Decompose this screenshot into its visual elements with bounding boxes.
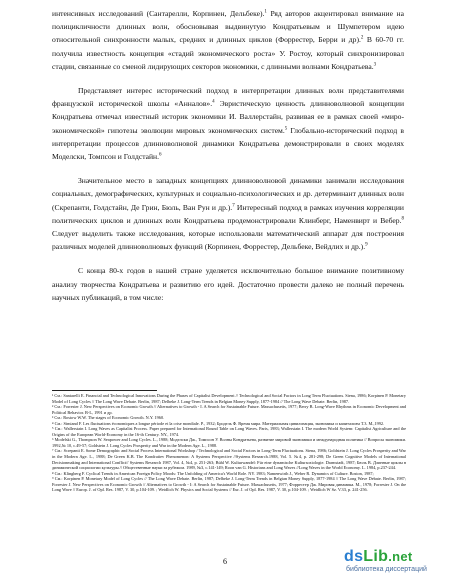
footnote-ref[interactable]: 2 — [360, 35, 364, 41]
text-run: Представляет интерес исторический подход в интерпретации длинных волн представителями французской исторической школы «Анналов». — [52, 86, 404, 109]
text-run: Интересный подход в рамках изучения корреляции политических циклов и длинных волн Кондратьева продемонстрировали Клинберг, Наменвирт и Вебер. — [52, 202, 404, 225]
text-run: С конца 80-х годов в нашей стране уделяется исключительно большое внимание позитивному анализу творчества Кондратьева и развитию его идей. Достаточно провести далеко не полный перечень научных публикаций, в том числе: — [52, 266, 404, 302]
footnote-ref[interactable]: 6 — [159, 152, 162, 158]
text-run: Эвристическую ценность длинноволновой концепции Кондратьева отмечал известный историк экономики И. Валлерстайн, развивая ее в рамках своей «миро-экономической» гипотезы эволюции мировых экономических систем. — [52, 99, 405, 135]
footnote-6: ⁶ Modelski G., Thompson W. Seapower and Long Cycles. L., 1988; Моделски Дж., Томпсон У. Волны Кондратьева, развитие мировой экономики и международная политика // Вопросы экономики. 1992,№ 10, с.49-57; Goldstein J. Long Cycles Prosperity and War in the Modern Age. L., 1988. — [52, 437, 406, 448]
footnotes — [52, 393, 406, 493]
paragraph-3 — [52, 174, 404, 253]
footnote-ref[interactable]: 9 — [365, 242, 368, 248]
watermark[interactable] — [344, 548, 444, 578]
footnote-ref[interactable]: 5 — [284, 126, 288, 132]
page-number: 6 — [223, 557, 227, 566]
text-run: Следует выделить также исследования, которые использовали математический аппарат для построения различных моделей длинноволновых функций (Корпинен, Форрестер, Дельбеке, Вейдлих и др.). — [52, 229, 404, 252]
footnote-ref[interactable]: 7 — [232, 203, 235, 209]
footnote-1: ¹ См.: Santarelli E. Financial and Technological Innovations During the Phases of Capitalist Development // Technological and Social Factors in Long Term Fluctuations. Siena, 1986; Korpinen P. Monetary Model of Long Cycles // The Long Wave Debate. Berlin, 1987; Delbeke J. Long-Term Trends in Belgian Money Supply, 1877-1984 // The Long Wave Debate. Berlin, 1987. — [52, 393, 406, 404]
footnote-ref[interactable]: 8 — [401, 216, 404, 222]
paragraph-1 — [52, 7, 404, 73]
footnote-2: ² См.: Forrester J. New Perspectives on Economic Growth // Alternatives to Growth - I. A Search for Sustainable Future. Massachusetts, 1977; Berry B. Long-Wave Rhythms in Economic Development and Political Behavior. B-L, 1991 и др. — [52, 404, 406, 415]
main-text — [52, 7, 404, 304]
footnote-8: ⁸ См.: Klingberg F. Cyclical Trends in American Foreign Policy Moods: The Unfolding of America's World Role. NY. 1983; Namenwirth J., Weber R. Dynamics of Culture. Boston, 1987; — [52, 470, 374, 476]
footnote-7: ⁷ См.: Screpanti E. Some Demographic and Social Process International Workshop / Technological and Social Factors in Long-Term Fluctuations. Siena, 1986; Goldstein J. Long Cycles Prosperity and War in the Modern Age. L., 1988; De Green K.B. The Kondratiev Phenomenon: A Systems Perspective //Systems Research.1988, Vol. 5. №4, p. 281-298; De Green Cognitive Models of International Decisionmaking and International Conflict// Systems Research 1987, Vol. 4, №4, p. 251-263; Bühl W. Kulturwandel: Für eine dynamische Kultursoziologie. Darmstadt, 1987; Бюль В. Длинные циклы в динамической социологии культуры // Общественные науки за рубежом. 1989, №3, с.141-149; Roon van G. Historians and Long Waves //Long Waves in the World Economy. L. 1984, p.237-244. — [52, 448, 406, 471]
watermark-subtitle: библиотека диссертаций — [346, 566, 427, 573]
dslib-logo — [344, 548, 413, 566]
text-run: Глобально-исторический подход в интерпретации процессов длинноволновой динамики Кондратьева демонстрировали в своих моделях Моделски, Томпсон и Голдстайн. — [52, 125, 404, 162]
footnote-ref[interactable]: 3 — [373, 62, 377, 68]
footnote-9: ⁹ См.: Korpinen P. Monetary Model of Long Cycles // The Long Wave Debate. Berlin, 1987; Delbeke J. Long-Term Trends in Belgian Money Supply, 1877-1984 // The Long Wave Debate. Berlin, 1987; Forrester J. New Perspectives on Economic Growth // Alternatives to Growth - I: A Search for Sustainable Future. Massachusetts, 1977; Форрестер Дж. Мировая динамика. М., 1978; Forrester J. On the Long Wave // Europ. J. of Opl. Res. 1987, V. 30, p.104-109. ; Weidlich W. Physics and Social Systems // Eur. J. of Opl. Res. 1987, V. 30, p.104-109. ; Weidlich W Sz. V.33, p. 241-256. — [52, 476, 406, 493]
footnote-ref[interactable]: 1 — [264, 9, 267, 15]
footnote-3: ³ См.: Rostow W.W. The stages of Economic Growth. N.Y. 1960. — [52, 415, 165, 421]
text-run: Значительное место в западных концепциях длинноволновой динамики занимали исследования социальных, демографических, культурных и социально-психологических и др. детерминант длинных волн (Скрепанти, Голдстайн, Де Грин, Бюль, Ван Рун и др.). — [52, 176, 404, 212]
footnote-ref[interactable]: 4 — [212, 99, 215, 105]
footnote-separator — [52, 390, 157, 391]
paragraph-4 — [52, 264, 404, 304]
text-run: В 60-70 гг. получила известность концепция «стадий экономического роста» У. Ростоу, который синхронизировал стадии, связанные со сменой лидирующих секторов экономики, с длинными волнами Кондратьева. — [52, 35, 404, 71]
text-run: Ряд авторов акцентировал внимание на полицикличности длинных волн, обосновывая выдвинутую Кондратьевым и Шумпетером идею относительной синхронности малых, средних и длинных циклов (Форрестер, Берри и др). — [52, 9, 404, 45]
footnote-5: ⁵ См.: Wallerstain I. Long Waves as Capitalist Process. Paper prepared for International Round Table on Long Waves. Paris, 1983; Wallerstain I. The modern World System: Capitalist Agriculture and the Origins of the European World-Economy in the 16-th Century. NY., 1974. — [52, 426, 406, 437]
logo-ds: ds — [344, 548, 364, 565]
logo-net: .net — [388, 549, 413, 564]
footnote-4: ⁴ См.: Simiand F. Les fluctuations économiques a longue période et la crise mondiale. P., 1932; Бродель Ф. Время мира. Материальная цивилизация, экономика и капитализм Т.3. М.,1992. — [52, 420, 385, 426]
logo-lib: Lib — [363, 548, 389, 565]
text-run: интенсивных исследований (Сантарелли, Корпинен, Дельбеке). — [52, 9, 265, 18]
paragraph-2 — [52, 84, 404, 163]
